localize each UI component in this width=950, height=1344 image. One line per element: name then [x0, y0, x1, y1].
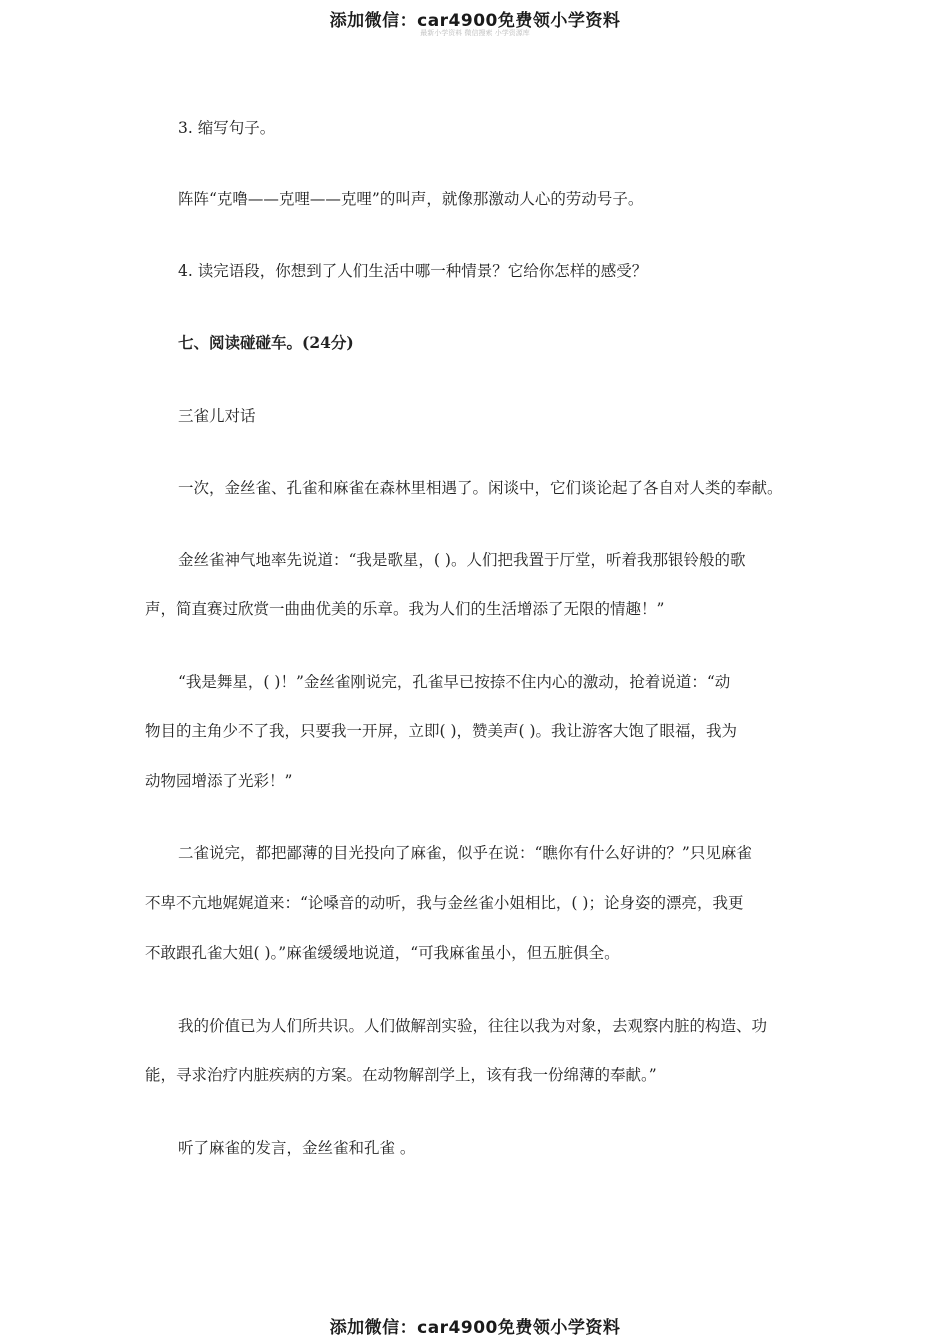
question-3-sentence: 阵阵“克噜——克哩——克哩”的叫声，就像那激动人心的劳动号子。 [178, 190, 644, 208]
watermark-bottom: 添加微信：car4900免费领小学资料 [329, 1318, 621, 1338]
paragraph-3-line-3: 动物园增添了光彩！” [145, 772, 293, 790]
paragraph-6: 听了麻雀的发言，金丝雀和孔雀 。 [178, 1139, 416, 1157]
paragraph-4-line-3: 不敢跟孔雀大姐( )。”麻雀缓缓地说道，“可我麻雀虽小，但五脏俱全。 [145, 944, 620, 962]
paragraph-5-line-2: 能，寻求治疗内脏疾病的方案。在动物解剖学上，该有我一份绵薄的奉献。” [145, 1066, 657, 1084]
paragraph-2-line-2: 声，简直赛过欣赏一曲曲优美的乐章。我为人们的生活增添了无限的情趣！” [145, 600, 665, 618]
question-4: 4. 读完语段，你想到了人们生活中哪一种情景？它给你怎样的感受？ [178, 262, 648, 280]
watermark-top: 添加微信：car4900免费领小学资料 [329, 11, 621, 31]
story-title: 三雀儿对话 [178, 407, 256, 425]
paragraph-4-line-2: 不卑不亢地娓娓道来：“论嗓音的动听，我与金丝雀小姐相比，( )；论身姿的漂亮，我更 [145, 894, 744, 912]
paragraph-3-line-1: “我是舞星，( )！”金丝雀刚说完，孔雀早已按捺不住内心的激动，抢着说道：“动 [178, 673, 731, 691]
paragraph-4-line-1: 二雀说完，都把鄙薄的目光投向了麻雀，似乎在说：“瞧你有什么好讲的？”只见麻雀 [178, 844, 752, 862]
paragraph-5-line-1: 我的价值已为人们所共识。人们做解剖实验，往往以我为对象，去观察内脏的构造、功 [178, 1017, 768, 1035]
paragraph-1: 一次，金丝雀、孔雀和麻雀在森林里相遇了。闲谈中，它们谈论起了各自对人类的奉献。 [178, 479, 783, 497]
question-3-title: 3. 缩写句子。 [178, 119, 276, 137]
paragraph-2-line-1: 金丝雀神气地率先说道：“我是歌星，( )。人们把我置于厅堂，听着我那银铃般的歌 [178, 551, 746, 569]
faint-header-text: 最新小学资料 微信搜索 小学资源库 [420, 29, 530, 37]
paragraph-3-line-2: 物目的主角少不了我，只要我一开屏，立即( )，赞美声( )。我让游客大饱了眼福，我为 [145, 722, 738, 740]
section-7-heading: 七、阅读碰碰车。(24分) [178, 333, 354, 352]
